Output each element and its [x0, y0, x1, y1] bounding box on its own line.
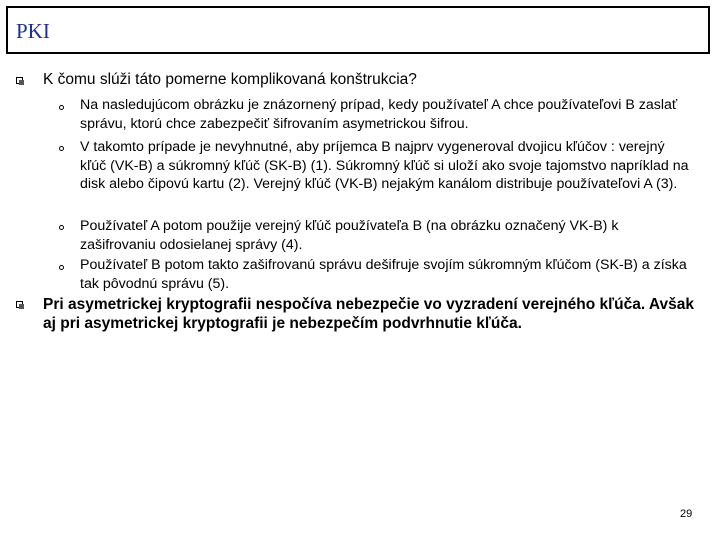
- circle-bullet-icon: [59, 265, 64, 270]
- bullet-1-text: K čomu slúži táto pomerne komplikovaná konštrukcia?: [43, 71, 417, 88]
- slide-title: PKI: [16, 19, 50, 43]
- bullet-2-text: Pri asymetrickej kryptografii nespočíva nebezpečie vo vyzradení verejného kľúča. Avšak aj pri asymetrickej kryptografii je nebezpečím podvrhnutie kľúča.: [43, 296, 694, 332]
- page-number: 29: [680, 508, 693, 520]
- square-bullet-icon: [16, 301, 23, 308]
- sub-bullet-1-text: Na nasledujúcom obrázku je znázornený prípad, kedy používateľ A chce používateľovi B zaslať správu, ktorú chce zabezpečiť šifrovaním asymetrickou šifrou.: [80, 97, 678, 132]
- circle-bullet-icon: [59, 105, 64, 110]
- square-bullet-icon: [16, 77, 23, 84]
- sub-bullet-3-text: Používateľ A potom použije verejný kľúč používateľa B (na obrázku označený VK-B) k zašifrovaniu odosielanej správy (4).: [80, 218, 619, 253]
- sub-bullet-4-text: Používateľ B potom takto zašifrovanú správu dešifruje svojím súkromným kľúčom (SK-B) a získa tak pôvodnú správu (5).: [80, 257, 687, 292]
- title-box: [6, 6, 710, 54]
- circle-bullet-icon: [59, 225, 64, 230]
- circle-bullet-icon: [59, 146, 64, 151]
- sub-bullet-2-text: V takomto prípade je nevyhnutné, aby príjemca B najprv vygeneroval dvojicu kľúčov : verejný kľúč (VK-B) a súkromný kľúč (SK-B) (1). Súkromný kľúč si uloží ako svoje tajomstvo napríklad na disk alebo čipovú kartu (2). Verejný kľúč (VK-B) nejakým kanálom distribuje používateľovi A (3).: [80, 139, 689, 193]
